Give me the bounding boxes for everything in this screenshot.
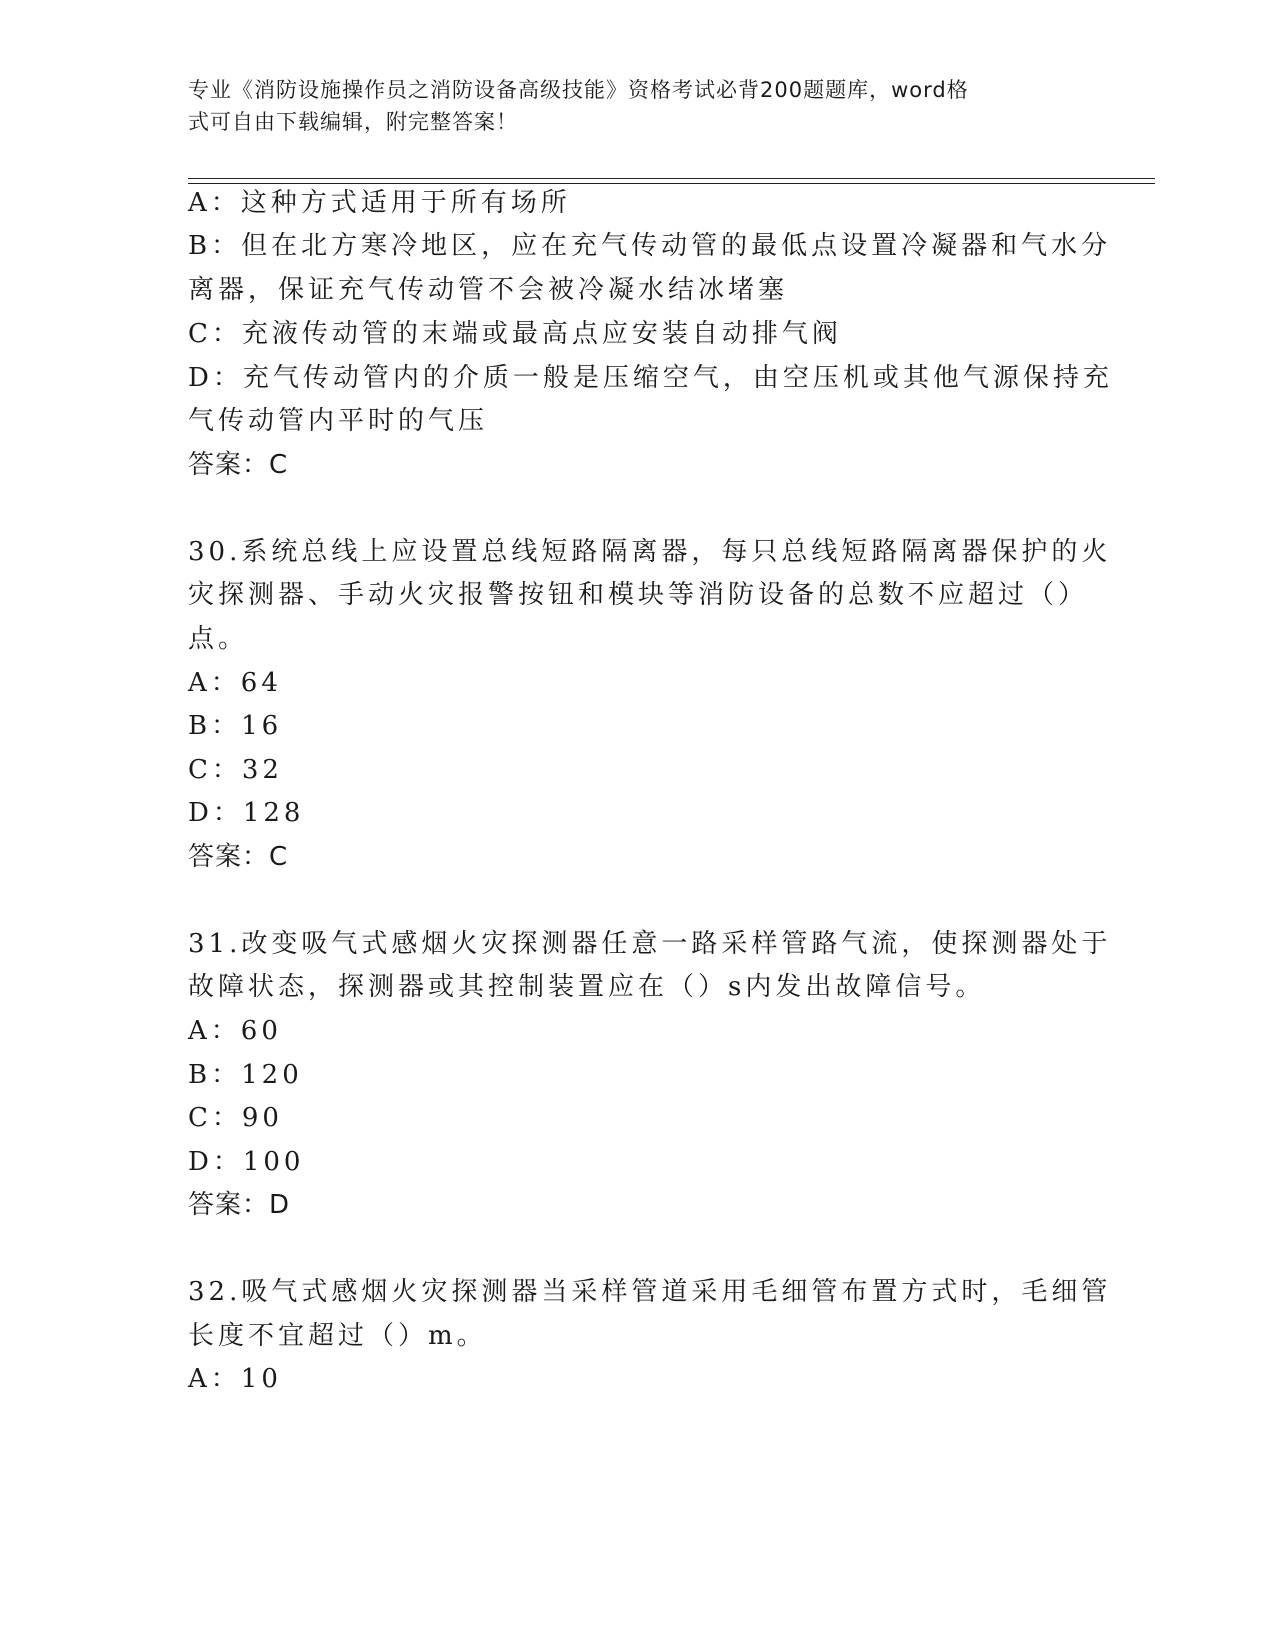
q29-answer: 答案：C	[188, 450, 289, 480]
q30-option-a: A：64	[188, 668, 282, 698]
q31-option-c: C：90	[188, 1103, 283, 1133]
header-divider-bottom	[188, 183, 1155, 184]
q31-option-d: D：100	[188, 1147, 305, 1177]
header-line-2: 式可自由下载编辑，附完整答案！	[188, 110, 518, 134]
q31-answer: 答案：D	[188, 1190, 291, 1220]
q31-option-b: B：120	[188, 1060, 303, 1090]
q32-option-a: A：10	[188, 1364, 282, 1394]
q30-stem-line-3: 点。	[188, 624, 249, 654]
q31-stem-line-2: 故障状态，探测器或其控制装置应在（）s内发出故障信号。	[188, 972, 986, 1002]
q30-option-d: D：128	[188, 798, 305, 828]
q30-stem-line-1: 30.系统总线上应设置总线短路隔离器，每只总线短路隔离器保护的火	[188, 537, 1112, 567]
document-header	[188, 74, 1068, 138]
q32-stem-line-1: 32.吸气式感烟火灾探测器当采样管道采用毛细管布置方式时，毛细管	[188, 1277, 1112, 1307]
q29-option-b-line-2: 离器，保证充气传动管不会被冷凝水结冰堵塞	[188, 275, 789, 305]
q29-option-d-line-1: D：充气传动管内的介质一般是压缩空气，由空压机或其他气源保持充	[188, 363, 1113, 393]
header-divider-top	[188, 178, 1155, 179]
q29-option-c: C：充液传动管的末端或最高点应安装自动排气阀	[188, 319, 842, 349]
q30-answer: 答案：C	[188, 842, 289, 872]
q32-stem-line-2: 长度不宜超过（）m。	[188, 1321, 487, 1351]
q29-option-a: A：这种方式适用于所有场所	[188, 188, 571, 218]
header-line-1: 专业《消防设施操作员之消防设备高级技能》资格考试必背200题题库，word格	[188, 78, 969, 102]
q30-option-c: C：32	[188, 755, 283, 785]
q30-option-b: B：16	[188, 711, 283, 741]
q31-stem-line-1: 31.改变吸气式感烟火灾探测器任意一路采样管路气流，使探测器处于	[188, 929, 1112, 959]
q29-option-b-line-1: B：但在北方寒冷地区，应在充气传动管的最低点设置冷凝器和气水分	[188, 231, 1112, 261]
q31-option-a: A：60	[188, 1016, 282, 1046]
q30-stem-line-2: 灾探测器、手动火灾报警按钮和模块等消防设备的总数不应超过（）	[188, 580, 1089, 610]
q29-option-d-line-2: 气传动管内平时的气压	[188, 406, 489, 436]
